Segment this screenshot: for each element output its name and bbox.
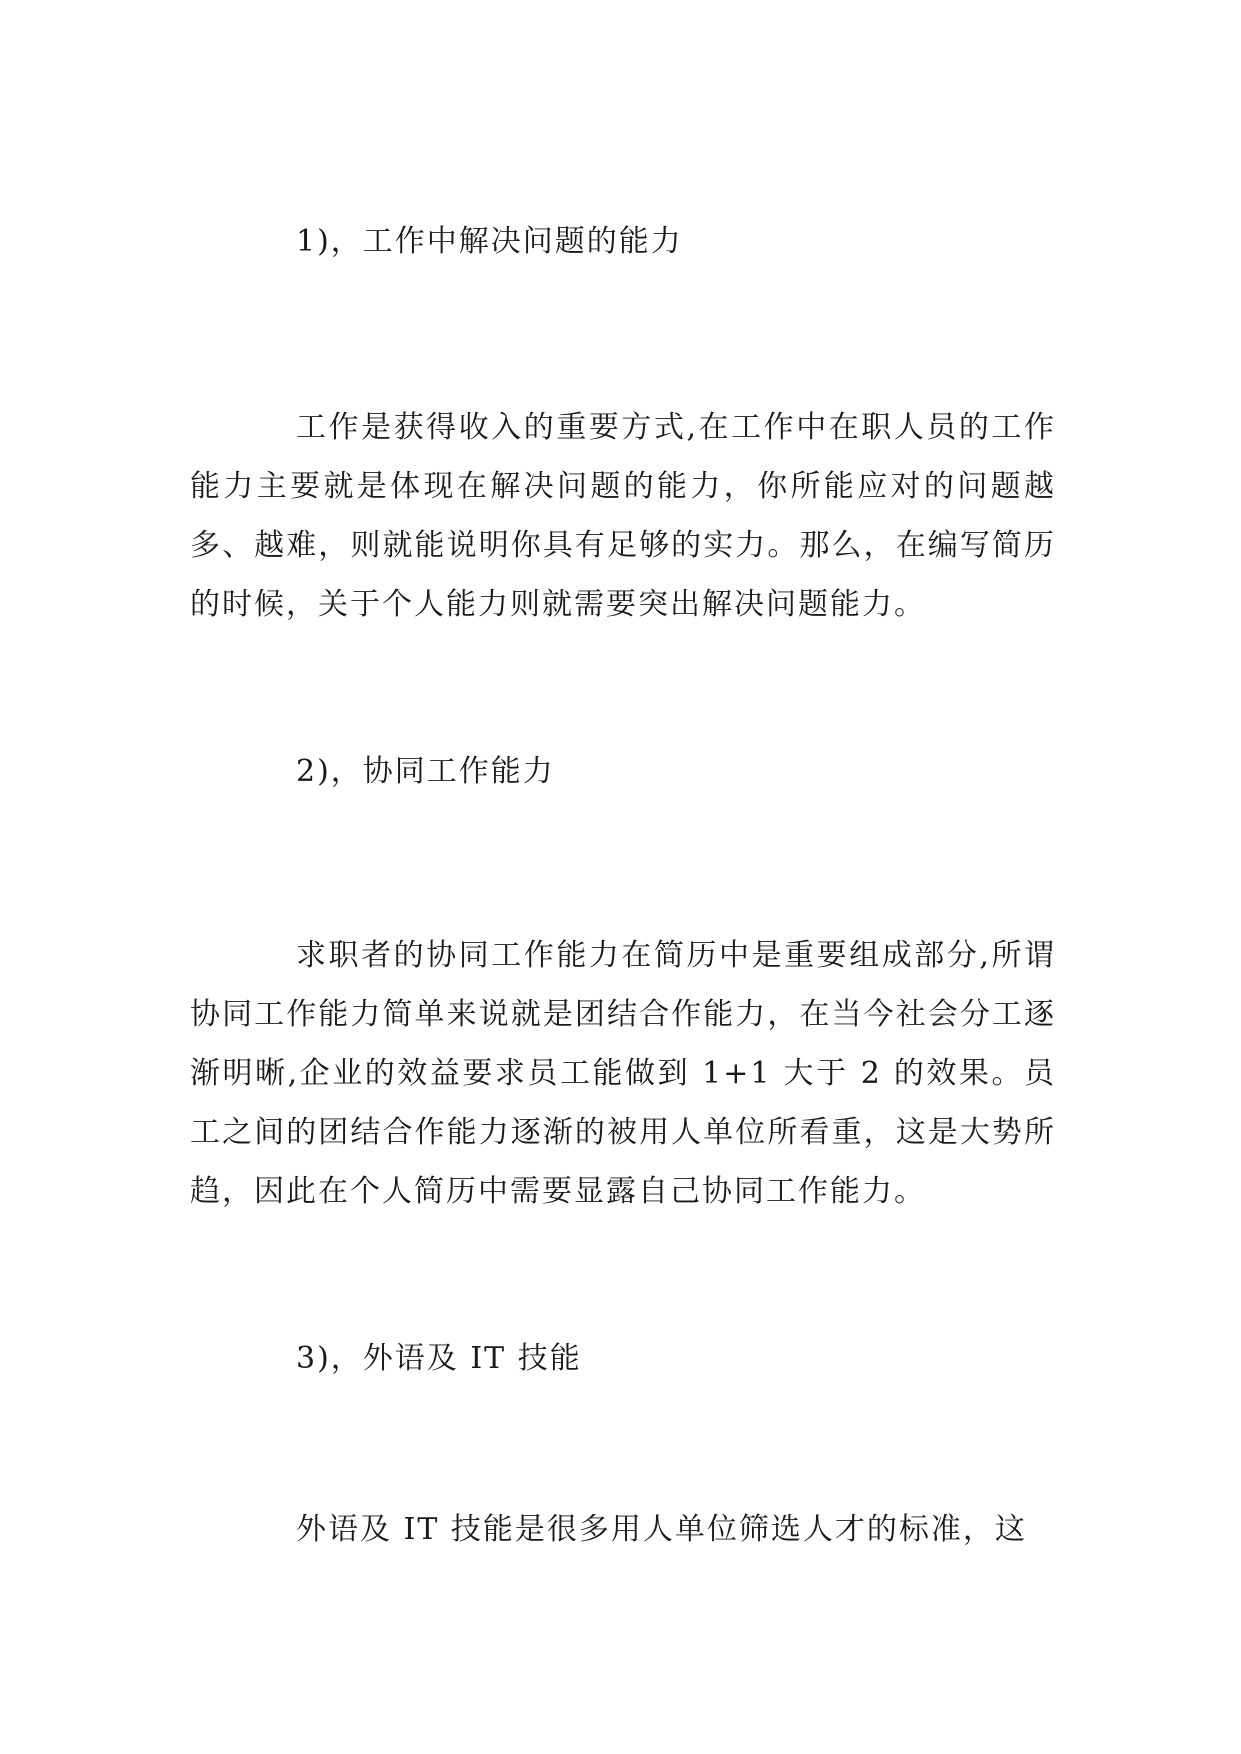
section-paragraph-2: 求职者的协同工作能力在简历中是重要组成部分,所谓协同工作能力简单来说就是团结合作能力，在当今社会分工逐渐明晰,企业的效益要求员工能做到 1+1 大于 2 的效果。员工之间的团结合作能力逐渐的被用人单位所看重，这是大势所趋，因此在个人简历中需要显露自己协同工作能力。 [190, 938, 1056, 1209]
section-heading-1: 1)，工作中解决问题的能力 [296, 224, 683, 259]
section-paragraph-3: 外语及 IT 技能是很多用人单位筛选人才的标准，这 [296, 1512, 1027, 1547]
section-heading-3: 3)，外语及 IT 技能 [296, 1341, 582, 1376]
section-paragraph-1: 工作是获得收入的重要方式,在工作中在职人员的工作能力主要就是体现在解决问题的能力，你所能应对的问题越多、越难，则就能说明你具有足够的实力。那么，在编写简历的时候，关于个人能力则就需要突出解决问题能力。 [190, 410, 1056, 622]
section-heading-2: 2)，协同工作能力 [296, 754, 555, 789]
